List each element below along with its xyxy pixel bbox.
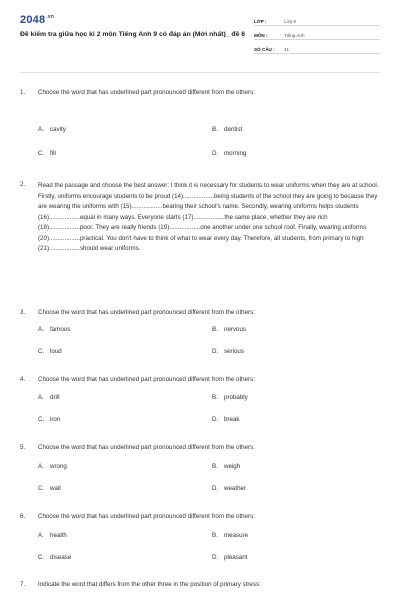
question-6 xyxy=(20,512,382,523)
meta-label: MÔN : xyxy=(254,33,268,38)
meta-value: 41 xyxy=(284,47,290,52)
question-5 xyxy=(20,443,382,454)
option-c[interactable] xyxy=(38,348,62,355)
option-word: famous xyxy=(50,326,71,333)
question-text: Indicate the word that differs from the other three in the position of primary stress: xyxy=(38,581,261,588)
option-b[interactable] xyxy=(212,394,248,401)
option-a[interactable] xyxy=(38,463,67,470)
option-letter: A. xyxy=(38,463,44,470)
question-number: 5. xyxy=(20,444,26,451)
option-word: probably xyxy=(224,394,248,401)
option-letter: C. xyxy=(38,416,45,423)
option-word: dentist xyxy=(224,126,243,133)
option-letter: B. xyxy=(212,532,218,539)
question-text: Choose the word that has underlined part pronounced different from the others: xyxy=(38,309,255,316)
option-letter: D. xyxy=(212,416,219,423)
meta-row-subject xyxy=(254,28,380,40)
option-word: wait xyxy=(50,485,62,492)
option-letter: B. xyxy=(212,326,218,333)
option-word: weather xyxy=(224,485,247,492)
option-b[interactable] xyxy=(212,463,240,470)
option-word: health xyxy=(50,532,67,539)
question-number: 4. xyxy=(20,376,26,383)
option-d[interactable] xyxy=(212,485,246,492)
option-d[interactable] xyxy=(212,348,244,355)
option-d[interactable] xyxy=(212,416,239,423)
question-number: 3. xyxy=(20,309,26,316)
option-letter: B. xyxy=(212,126,218,133)
option-letter: C. xyxy=(38,348,45,355)
option-word: drill xyxy=(50,394,60,401)
question-text: Choose the word that has underlined part pronounced different from the others: xyxy=(38,376,255,383)
meta-row-count xyxy=(254,42,380,54)
question-text: Choose the word that has underlined part pronounced different from the others: xyxy=(38,444,255,451)
option-letter: A. xyxy=(38,126,44,133)
option-word: morning xyxy=(224,150,247,157)
option-d[interactable] xyxy=(212,554,247,561)
option-c[interactable] xyxy=(38,416,60,423)
option-a[interactable] xyxy=(38,126,66,133)
option-word: loud xyxy=(50,348,62,355)
option-letter: B. xyxy=(212,394,218,401)
option-c[interactable] xyxy=(38,485,61,492)
option-word: iron xyxy=(50,416,61,423)
option-word: disease xyxy=(50,554,72,561)
question-1 xyxy=(20,88,382,99)
option-letter: D. xyxy=(212,485,219,492)
option-word: nervous xyxy=(224,326,247,333)
option-word: pleasant xyxy=(224,554,248,561)
reading-passage: Read the passage and choose the best answer: I think it is necessary for students to wear uniforms when they are at school. Firstly, uniforms encourage students to be proud (14)..................being students of the school they are going to because they are wearing the uniforms with (15)..................bearing their school's name. Secondly, wearing uniforms helps students (16)..................equal in many ways. Everyone starts (17)..................the same place, whether they are rich (18)..................poor. They are really friends (19)..................one another under one school roof. Finally, wearing uniforms (20)..................practical. You don't have to think of what to wear every day. Therefore, all students, from primary to high (21)..................should wear uniforms. xyxy=(38,182,379,252)
option-letter: D. xyxy=(212,554,219,561)
question-number: 1. xyxy=(20,89,26,96)
option-c[interactable] xyxy=(38,554,71,561)
option-letter: B. xyxy=(212,463,218,470)
option-word: fill xyxy=(50,150,56,157)
option-letter: A. xyxy=(38,326,44,333)
meta-row-class xyxy=(254,14,380,26)
question-text: Choose the word that has underlined part pronounced different from the others: xyxy=(38,513,255,520)
question-3 xyxy=(20,308,382,319)
header-divider xyxy=(20,72,380,73)
option-b[interactable] xyxy=(212,326,246,333)
logo-text: 2048 xyxy=(20,14,46,26)
question-number: 6. xyxy=(20,513,26,520)
question-2 xyxy=(20,180,382,255)
meta-value: Lớp 9 xyxy=(284,19,296,24)
site-logo[interactable] xyxy=(20,14,54,26)
option-a[interactable] xyxy=(38,532,67,539)
meta-value: Tiếng Anh xyxy=(284,33,305,38)
option-letter: C. xyxy=(38,150,45,157)
question-text: Choose the word that has underlined part pronounced different from the others: xyxy=(38,89,255,96)
option-word: wrong xyxy=(50,463,67,470)
meta-label: LỚP : xyxy=(254,19,267,24)
meta-table xyxy=(254,14,380,56)
option-d[interactable] xyxy=(212,150,246,157)
option-letter: A. xyxy=(38,394,44,401)
option-letter: C. xyxy=(38,485,45,492)
question-number: 2. xyxy=(20,181,26,188)
logo-suffix: .vn xyxy=(46,14,55,20)
page-title: Đề kiểm tra giữa học kì 2 môn Tiếng Anh 9 có đáp án (Mới nhất)_ đề 6 xyxy=(20,31,246,38)
meta-label: SỐ CÂU : xyxy=(254,47,275,52)
option-c[interactable] xyxy=(38,150,56,157)
option-word: cavity xyxy=(50,126,66,133)
question-7 xyxy=(20,580,382,591)
option-letter: D. xyxy=(212,150,219,157)
option-letter: D. xyxy=(212,348,219,355)
option-letter: A. xyxy=(38,532,44,539)
option-letter: C. xyxy=(38,554,45,561)
option-word: weigh xyxy=(224,463,241,470)
option-word: serious xyxy=(224,348,244,355)
option-b[interactable] xyxy=(212,532,248,539)
option-b[interactable] xyxy=(212,126,242,133)
option-a[interactable] xyxy=(38,394,60,401)
question-number: 7. xyxy=(20,581,26,588)
option-word: measure xyxy=(224,532,249,539)
option-a[interactable] xyxy=(38,326,70,333)
question-4 xyxy=(20,375,382,386)
option-word: break xyxy=(224,416,240,423)
